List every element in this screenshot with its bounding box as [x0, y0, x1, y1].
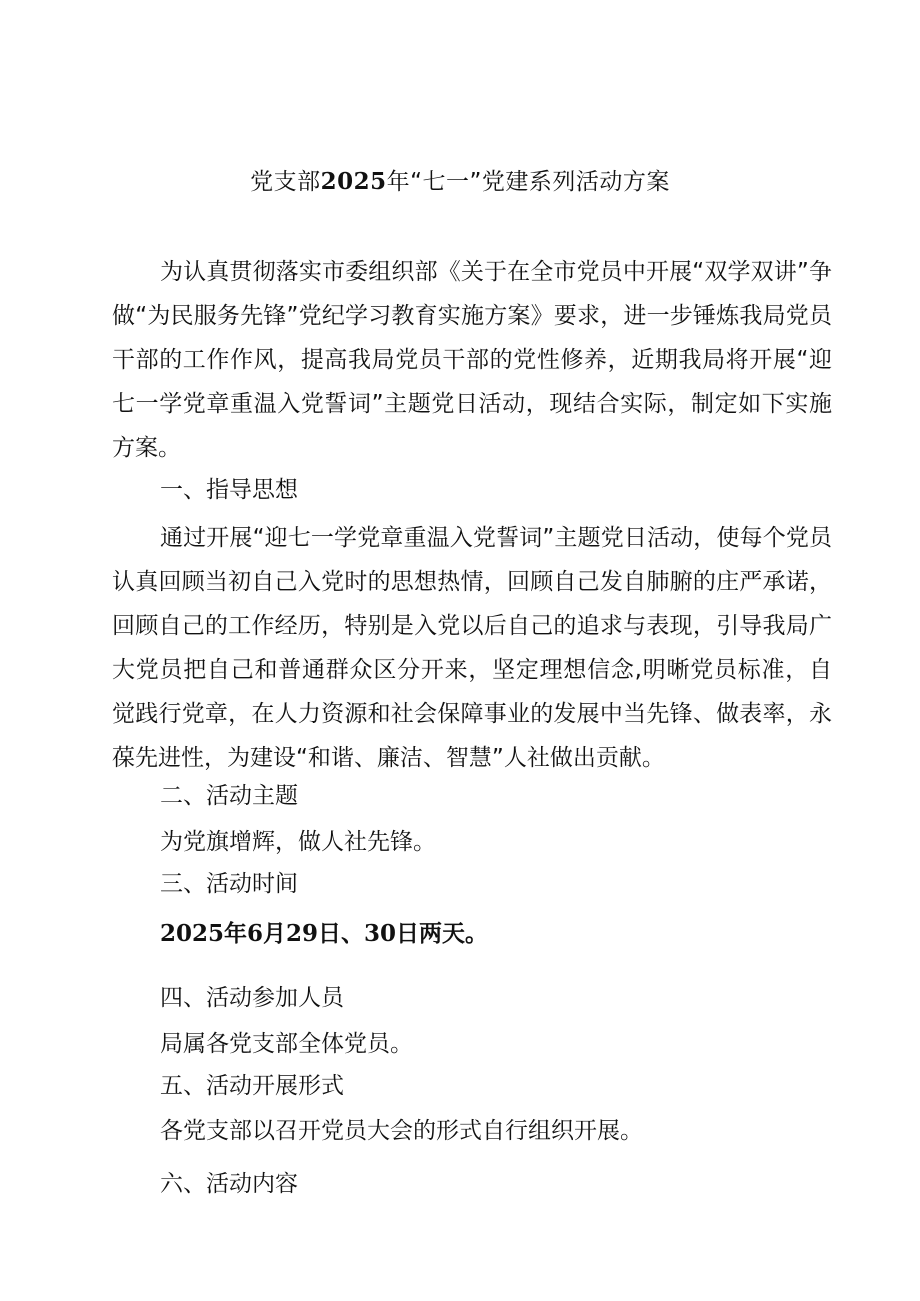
section-content-guiding-ideology: 通过开展“迎七一学党章重温入党誓词”主题党日活动，使每个党员认真回顾当初自己入党时的思想热情，回顾自己发自肺腑的庄严承诺，回顾自己的工作经历，特别是入党以后自己的追求与表现，引导我局广大党员把自己和普通群众区分开来，坚定理想信念,明晰党员标准，自觉践行党章，在人力资源和社会保障事业的发展中当先锋、做表率，永葆先进性，为建设“和谐、廉洁、智慧”人社做出贡献。 [112, 525, 832, 771]
section-heading-activity-content: 六、活动内容 [160, 1171, 298, 1197]
section-heading-activity-theme: 二、活动主题 [160, 783, 298, 809]
section-content-activity-theme: 为党旗增辉，做人社先锋。 [160, 829, 436, 855]
section-content-activity-time: 2025年6月29日、30日两天。 [160, 920, 489, 947]
title-year: 2025 [320, 168, 387, 195]
title-suffix: 年“七一”党建系列活动方案 [386, 169, 670, 195]
document-title [0, 162, 920, 202]
intro-paragraph: 为认真贯彻落实市委组织部《关于在全市党员中开展“双学双讲”争做“为民服务先锋”党纪学习教育实施方案》要求，进一步锤炼我局党员干部的工作作风，提高我局党员干部的党性修养，近期我局将开展“迎七一学党章重温入党誓词”主题党日活动，现结合实际，制定如下实施方案。 [112, 259, 832, 461]
section-heading-guiding-ideology: 一、指导思想 [160, 477, 298, 503]
section-heading-participants: 四、活动参加人员 [160, 985, 344, 1011]
section-heading-activity-time: 三、活动时间 [160, 871, 298, 897]
title-prefix: 党支部 [250, 169, 321, 195]
section-content-participants: 局属各党支部全体党员。 [160, 1031, 413, 1057]
section-content-activity-format: 各党支部以召开党员大会的形式自行组织开展。 [160, 1118, 643, 1144]
section-heading-activity-format: 五、活动开展形式 [160, 1073, 344, 1099]
